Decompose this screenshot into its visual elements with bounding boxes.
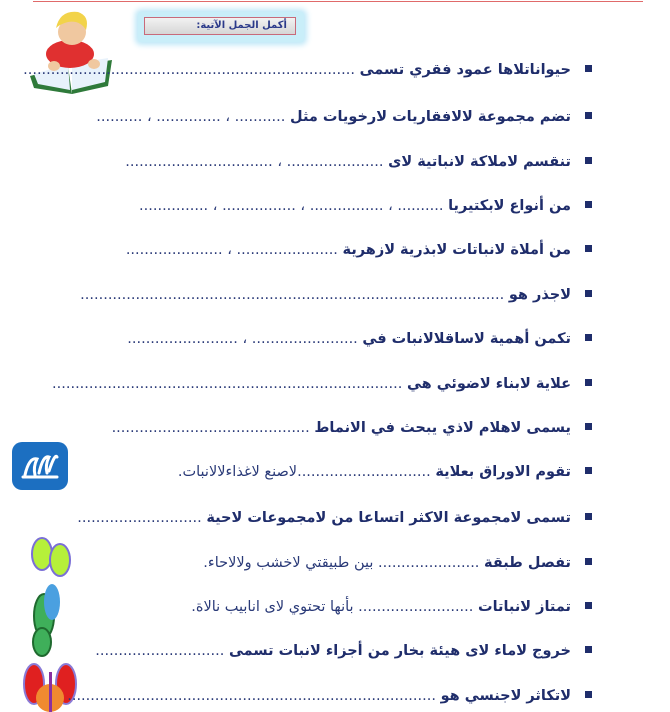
answer-blank[interactable]: ............................................................................ (52, 376, 407, 392)
question-item: علاية لابناء لاضوئي هي ............................................................................ (52, 374, 592, 394)
answer-blank[interactable]: ........................... (77, 510, 207, 526)
question-item: تضم مجموعة لالافقاريات لارخويات مثل ........... ، .............. ، .......... (96, 107, 592, 127)
question-item: حيواناتلاها عمود فقري تسمى ........................................................................ (23, 60, 592, 80)
bullet-icon (585, 112, 592, 119)
bullet-icon (585, 157, 592, 164)
answer-blank[interactable]: ............................ (95, 643, 229, 659)
answer-blank[interactable]: .............................لاصنع لاغذاءلالانبات. (177, 464, 436, 480)
bullet-icon (585, 201, 592, 208)
question-item: لاجذر هو ............................................................................................ (80, 285, 592, 305)
question-item: تفصل طبقة ...................... بين طبيقتي لاخشب ولالاحاء. (203, 553, 592, 573)
bullet-icon (585, 513, 592, 520)
bullet-icon (585, 65, 592, 72)
answer-blank[interactable]: ..................... ، ................................ (125, 154, 389, 170)
question-item: تسمى لامجموعة الاكثر اتساعا من لامجموعات لاحية ........................... (77, 508, 592, 528)
question-item: خروج لاماء لاى هيئة بخار من أجزاء لانبات تسمى ............................ (95, 641, 592, 661)
bullet-icon (585, 334, 592, 341)
question-item: تمتاز لانباتات ......................... بأنها تحتوي لاى انابيب نالاة. (191, 597, 592, 617)
answer-blank[interactable]: ........... ، .............. ، .......... (96, 109, 290, 125)
question-item: لاتكاثر لاجنسي هو ................................................................................ (67, 686, 592, 706)
answer-blank[interactable]: ....................... ، ........................ (127, 331, 363, 347)
bullet-icon (585, 691, 592, 698)
bullet-icon (585, 558, 592, 565)
bullet-icon (585, 646, 592, 653)
answer-blank[interactable]: ................................................................................ (67, 688, 441, 704)
answer-blank[interactable]: ........................................................................ (23, 62, 360, 78)
question-item: تقوم الاوراق بعلاية .............................لاصنع لاغذاءلالانبات. (178, 462, 592, 482)
bullet-icon (585, 423, 592, 430)
answer-blank[interactable]: ........................................... (111, 420, 315, 436)
answer-blank[interactable]: ......................... بأنها تحتوي لاى انابيب نالاة. (191, 599, 478, 615)
answer-blank[interactable]: .......... ، ................ ، ................ ، ............... (139, 198, 449, 214)
bullet-icon (585, 379, 592, 386)
question-item: من أملاة لانباتات لابذرية لازهرية ...................... ، ..................... (126, 240, 592, 260)
question-item: تكمن أهمية لاساقلالانبات في ....................... ، ........................ (127, 329, 592, 349)
bullet-icon (585, 245, 592, 252)
question-item: يسمى لاهلام لاذي يبحث في الانماط ........................................... (112, 418, 592, 438)
bullet-icon (585, 290, 592, 297)
instruction-title: أكمل الجمل الآتية: (144, 17, 296, 35)
answer-blank[interactable]: ...................... ، ..................... (125, 242, 343, 258)
answer-blank[interactable]: ............................................................................................ (80, 287, 509, 303)
question-item: تنقسم لاملاكة لانباتية لاى ..................... ، ................................ (125, 152, 592, 172)
question-item: من أنواع لابكتيريا .......... ، ................ ، ................ ، ............... (139, 196, 592, 216)
bullet-icon (585, 602, 592, 609)
bullet-icon (585, 467, 592, 474)
answer-blank[interactable]: ...................... بين طبيقتي لاخشب ولالاحاء. (203, 555, 485, 571)
